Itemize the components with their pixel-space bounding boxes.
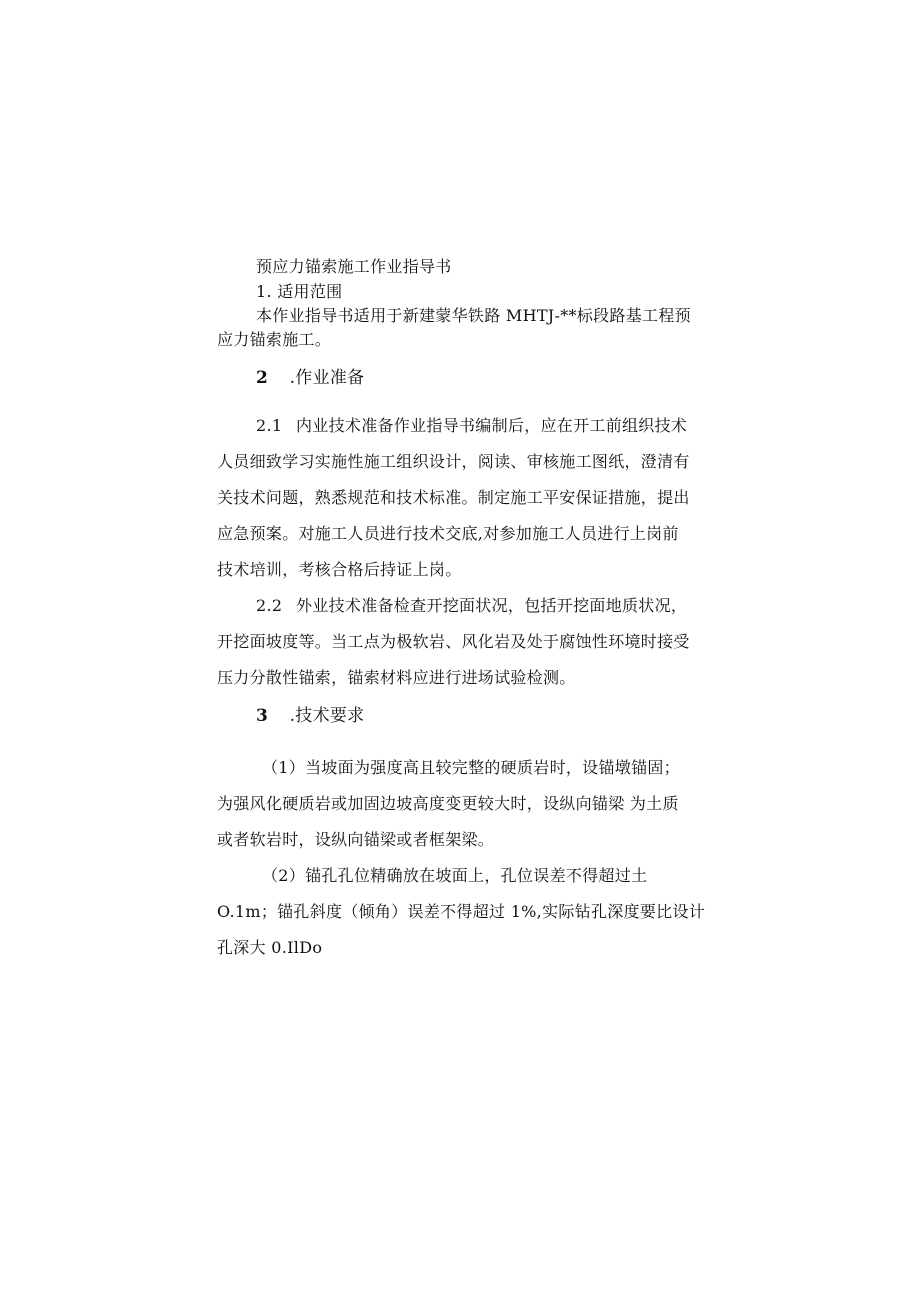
para-2-1-line-3: 关技术问题，熟悉规范和技术标准。制定施工平安保证措施，提出 bbox=[217, 488, 690, 507]
para-2-1-number: 2.1 bbox=[256, 416, 283, 435]
section1-line-2: 应力锚索施工。 bbox=[217, 330, 332, 349]
item-2-line-2: O.1m；锚孔斜度（倾角）误差不得超过 1%,实际钻孔深度要比设计 bbox=[217, 902, 706, 921]
para-2-2-line-2: 开挖面坡度等。当工点为极软岩、风化岩及处于腐蚀性环境时接受 bbox=[217, 632, 690, 651]
section2-title: .作业准备 bbox=[289, 368, 365, 388]
item-2-line-3: 孔深大 0.IlDo bbox=[217, 938, 323, 957]
section2-heading bbox=[256, 368, 364, 388]
section3-heading bbox=[256, 706, 364, 726]
para-2-2-number: 2.2 bbox=[256, 596, 283, 615]
item-1-line-3: 或者软岩时，设纵向锚梁或者框架梁。 bbox=[217, 830, 495, 849]
para-2-2-line-1: 外业技术准备检查开挖面状况，包括开挖面地质状况， bbox=[296, 596, 688, 615]
para-2-2-line-3: 压力分散性锚索，锚索材料应进行进场试验检测。 bbox=[217, 668, 576, 687]
section3-title: .技术要求 bbox=[289, 706, 365, 726]
para-2-1-line-1: 内业技术准备作业指导书编制后，应在开工前组织技术 bbox=[296, 416, 688, 435]
para-2-1-line-2: 人员细致学习实施性施工组织设计，阅读、审核施工图纸，澄清有 bbox=[217, 452, 690, 471]
document-title: 预应力锚索施工作业指导书 bbox=[256, 257, 452, 276]
section1-line-1: 本作业指导书适用于新建蒙华铁路 MHTJ-**标段路基工程预 bbox=[256, 306, 691, 325]
para-2-1-line-4: 应急预案。对施工人员进行技术交底,对参加施工人员进行上岗前 bbox=[217, 524, 679, 543]
section3-number: 3 bbox=[256, 706, 269, 726]
item-2-line-1: （2）锚孔孔位精确放在坡面上，孔位误差不得超过土 bbox=[262, 866, 648, 885]
section1-heading: 1. 适用范围 bbox=[256, 282, 343, 301]
item-1-line-1: （1）当坡面为强度高且较完整的硬质岩时，设锚墩锚固； bbox=[262, 758, 680, 777]
section2-number: 2 bbox=[256, 368, 269, 388]
item-1-line-2: 为强风化硬质岩或加固边坡高度变更较大时，设纵向锚梁 为土质 bbox=[217, 794, 679, 813]
para-2-1-line-5: 技术培训，考核合格后持证上岗。 bbox=[217, 560, 462, 579]
